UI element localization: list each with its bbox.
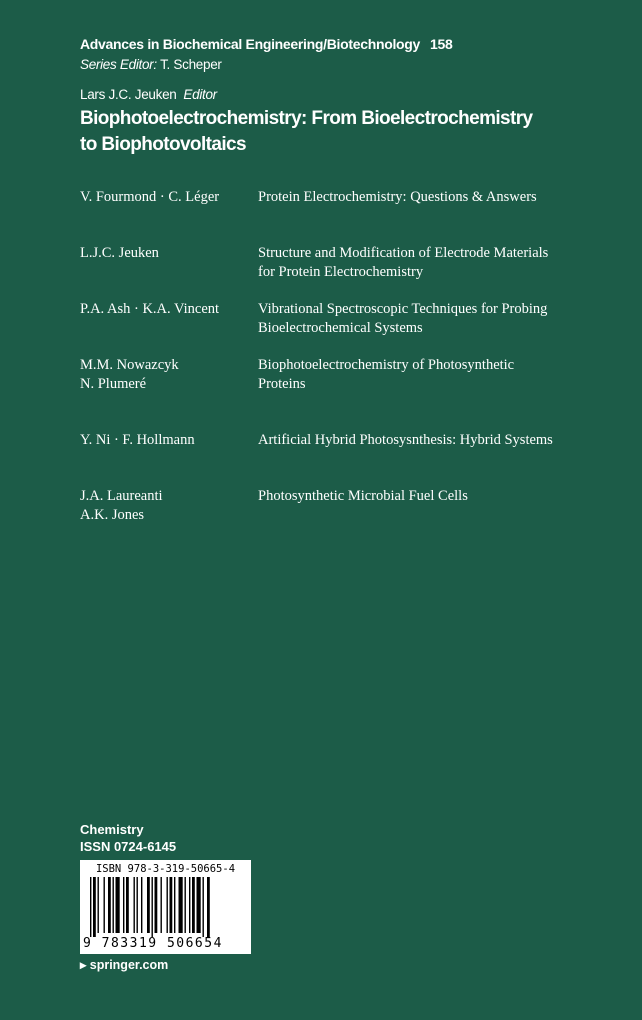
barcode-bar [203, 877, 204, 937]
isbn-text: ISBN 978-3-319-50665-4 [95, 863, 236, 875]
chapter-title: Biophotoelectrochemistry of Photosynthetic Proteins [258, 357, 515, 392]
series-editor-name: T. Scheper [160, 57, 222, 72]
book-editor [80, 87, 217, 102]
book-title: Biophotoelectrochemistry: From Bioelectrochemistry to Biophotovoltaics [80, 108, 533, 155]
editor-label: Editor [183, 87, 217, 102]
barcode-bars [90, 877, 242, 937]
series-name: Advances in Biochemical Engineering/Biotechnology [80, 36, 421, 52]
barcode-bar [152, 877, 153, 937]
issn: ISSN 0724-6145 [80, 839, 177, 854]
barcode-bar [161, 877, 162, 933]
chapter-authors [80, 431, 250, 450]
series-editor-label: Series Editor: [80, 57, 157, 72]
barcode-bar [137, 877, 138, 933]
barcode-bar [185, 877, 186, 933]
author: P.A. Ash · K.A. Vincent [80, 301, 220, 317]
barcode-bar [98, 877, 99, 933]
barcode-bar [123, 877, 124, 933]
barcode-bar [155, 877, 158, 933]
chapter-authors [80, 188, 250, 207]
author: L.J.C. Jeuken [80, 245, 159, 261]
barcode-bar [93, 877, 96, 937]
author: A.K. Jones [80, 507, 145, 523]
chapter-title: Artificial Hybrid Photosysnthesis: Hybrid Systems [258, 432, 553, 448]
barcode-bar [170, 877, 173, 933]
chapter-title: Structure and Modification of Electrode Materials for Protein Electrochemistry [258, 245, 549, 280]
chapter-authors [80, 300, 250, 319]
author: N. Plumeré [80, 376, 147, 392]
editor-name: Lars J.C. Jeuken [80, 87, 177, 102]
series-volume: 158 [430, 36, 453, 52]
barcode-bar [141, 877, 142, 933]
chapter-title: Vibrational Spectroscopic Techniques for Probing Bioelectrochemical Systems [258, 301, 548, 336]
author: M.M. Nowazcyk [80, 357, 179, 373]
isbn-barcode [80, 860, 251, 954]
barcode-bar [116, 877, 120, 933]
subject: Chemistry [80, 822, 144, 837]
barcode-bar [134, 877, 135, 933]
author: Y. Ni · F. Hollmann [80, 432, 195, 448]
author: J.A. Laureanti [80, 488, 163, 504]
barcode-bar [207, 877, 210, 937]
barcode-bar [104, 877, 105, 933]
chapter-title: Photosynthetic Microbial Fuel Cells [258, 488, 468, 504]
publisher-website[interactable]: ▸ springer.com [80, 958, 169, 972]
chapter-authors [80, 356, 250, 394]
chapter-authors [80, 487, 250, 525]
series-title [80, 36, 453, 52]
barcode-bar [113, 877, 114, 933]
barcode-bar [147, 877, 150, 933]
chapter-authors [80, 244, 250, 263]
barcode-bar [90, 877, 91, 937]
barcode-bar [174, 877, 175, 933]
barcode-digits: 9 783319 506654 [83, 936, 223, 951]
series-editor [80, 57, 222, 72]
barcode-bar [197, 877, 201, 933]
barcode-bar [108, 877, 111, 933]
barcode-bar [167, 877, 168, 933]
barcode-bar [126, 877, 129, 933]
barcode-bar [179, 877, 183, 933]
barcode-bar [189, 877, 190, 933]
barcode-bar [192, 877, 195, 933]
chapter-title: Protein Electrochemistry: Questions & Answers [258, 189, 537, 205]
author: V. Fourmond · C. Léger [80, 189, 220, 205]
